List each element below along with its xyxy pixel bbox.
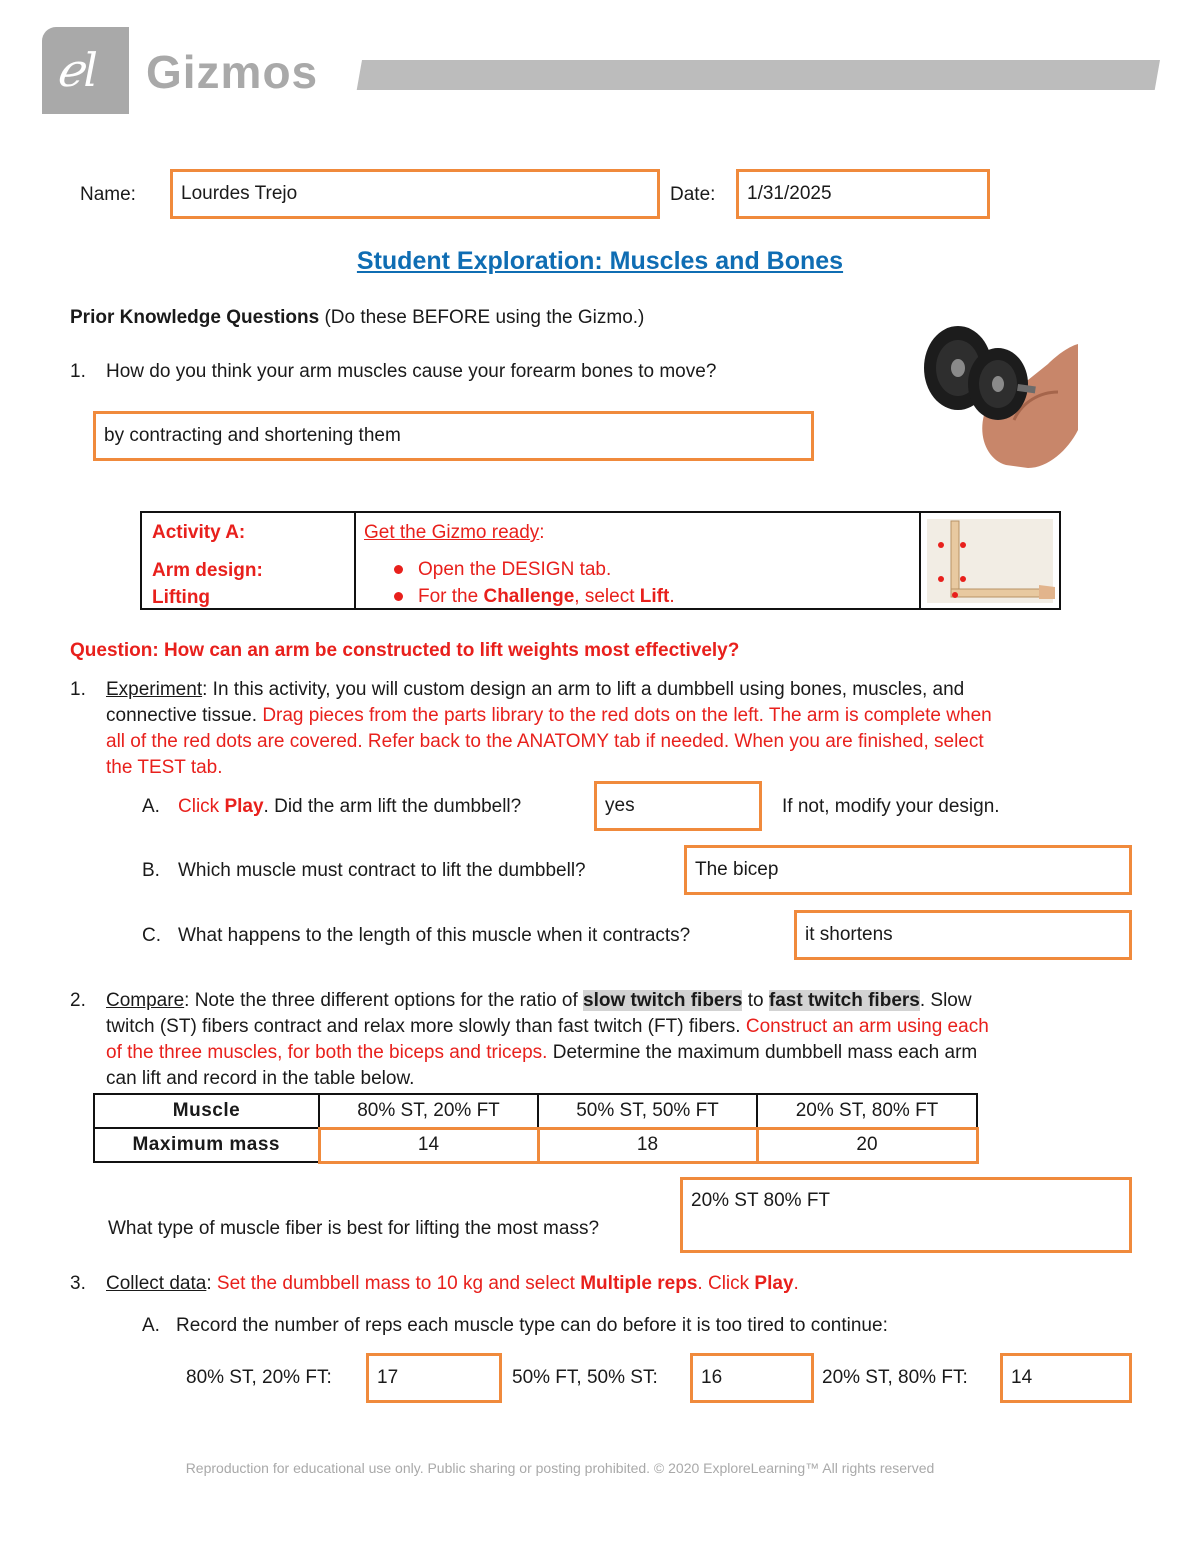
reps-label-3: 20% ST, 80% FT: [822, 1367, 968, 1388]
collect-a-letter: A. [142, 1315, 160, 1336]
activity-thumbnail-cell [921, 513, 1059, 608]
exp-b-letter: B. [142, 860, 160, 881]
fiber-question: What type of muscle fiber is best for lifting the most mass? [108, 1218, 600, 1239]
activity-a-table [140, 511, 1061, 610]
experiment-line-1: Experiment: In this activity, you will custom design an arm to lift a dumbbell using bones, muscles, and [106, 679, 965, 700]
exp-a-after: If not, modify your design. [782, 796, 1000, 817]
experiment-line-2: connective tissue. Drag pieces from the parts library to the red dots on the left. The arm is complete when [106, 705, 992, 726]
instruction-bullet-2: For the Challenge, select Lift. [364, 583, 911, 610]
table-header-col2: 50% ST, 50% FT [538, 1094, 757, 1128]
compare-line-4: can lift and record in the table below. [106, 1068, 415, 1089]
name-field[interactable]: Lourdes Trejo [170, 169, 660, 219]
explorelearning-logo [42, 27, 129, 114]
activity-label: Activity A: [152, 522, 246, 543]
collect-a-text: Record the number of reps each muscle type can do before it is too tired to continue: [176, 1315, 888, 1336]
exp-a-letter: A. [142, 796, 160, 817]
footer-copyright: Reproduction for educational use only. Public sharing or posting prohibited. © 2020 ExploreLearning™ All rights reserved [185, 1460, 935, 1476]
max-mass-cell-3[interactable]: 20 [757, 1128, 977, 1162]
reps-answer-2[interactable]: 16 [690, 1353, 814, 1403]
compare-line-3: of the three muscles, for both the biceps and triceps. Determine the maximum dumbbell mass each arm [106, 1042, 978, 1063]
exp-b-answer[interactable]: The bicep [684, 845, 1132, 895]
compare-number: 2. [70, 990, 86, 1011]
reps-label-2: 50% FT, 50% ST: [512, 1367, 658, 1388]
name-label: Name: [80, 184, 136, 205]
date-label: Date: [670, 184, 716, 205]
collect-line: Collect data: Set the dumbbell mass to 10 kg and select Multiple reps. Click Play. [106, 1273, 799, 1294]
max-mass-cell-1[interactable]: 14 [319, 1128, 538, 1162]
prior-q1-text: How do you think your arm muscles cause your forearm bones to move? [106, 361, 717, 382]
header-bar [357, 60, 1160, 90]
gizmo-ready-heading: Get the Gizmo ready: [364, 522, 545, 543]
table-row-label-max-mass: Maximum mass [94, 1128, 319, 1162]
reps-answer-1[interactable]: 17 [366, 1353, 502, 1403]
compare-line-1: Compare: Note the three different options for the ratio of slow twitch fibers to fast twitch fibers. Slow [106, 990, 972, 1011]
experiment-number: 1. [70, 679, 86, 700]
collect-number: 3. [70, 1273, 86, 1294]
prior-q1-number: 1. [70, 361, 86, 382]
page-title: Student Exploration: Muscles and Bones [356, 247, 844, 275]
logo-mark: ℯl [56, 43, 98, 97]
table-header-muscle: Muscle [94, 1094, 319, 1128]
experiment-line-4: the TEST tab. [106, 757, 223, 778]
table-header-col3: 20% ST, 80% FT [757, 1094, 977, 1128]
compare-line-2: twitch (ST) fibers contract and relax more slowly than fast twitch (FT) fibers. Construct an arm using each [106, 1016, 989, 1037]
max-mass-table [93, 1093, 979, 1164]
experiment-line-3: all of the red dots are covered. Refer back to the ANATOMY tab if needed. When you are finished, select [106, 731, 984, 752]
exp-c-answer[interactable]: it shortens [794, 910, 1132, 960]
max-mass-cell-2[interactable]: 18 [538, 1128, 757, 1162]
exp-a-text: Click Play. Did the arm lift the dumbbell? [178, 796, 522, 817]
activity-subtitle-2: Lifting [152, 587, 211, 608]
exp-a-answer[interactable]: yes [594, 781, 762, 831]
arm-design-thumbnail [921, 513, 1059, 608]
brand-name: Gizmos [146, 46, 319, 98]
dumbbell-arm-image [918, 320, 1084, 470]
reps-label-1: 80% ST, 20% FT: [186, 1367, 332, 1388]
table-row [94, 1128, 977, 1162]
table-row [94, 1094, 977, 1128]
reps-answer-3[interactable]: 14 [1000, 1353, 1132, 1403]
fiber-answer[interactable]: 20% ST 80% FT [680, 1177, 1132, 1253]
exp-b-text: Which muscle must contract to lift the dumbbell? [178, 860, 586, 881]
instruction-bullet-1: Open the DESIGN tab. [364, 556, 911, 583]
prior-q1-answer[interactable]: by contracting and shortening them [93, 411, 814, 461]
activity-instructions-cell [356, 513, 921, 608]
exp-c-letter: C. [142, 925, 161, 946]
activity-label-cell [142, 513, 356, 608]
date-field[interactable]: 1/31/2025 [736, 169, 990, 219]
main-question: Question: How can an arm be constructed to lift weights most effectively? [70, 640, 740, 661]
table-header-col1: 80% ST, 20% FT [319, 1094, 538, 1128]
prior-knowledge-heading: Prior Knowledge Questions (Do these BEFORE using the Gizmo.) [70, 307, 645, 328]
exp-c-text: What happens to the length of this muscle when it contracts? [178, 925, 691, 946]
activity-subtitle: Arm design: [152, 560, 263, 581]
